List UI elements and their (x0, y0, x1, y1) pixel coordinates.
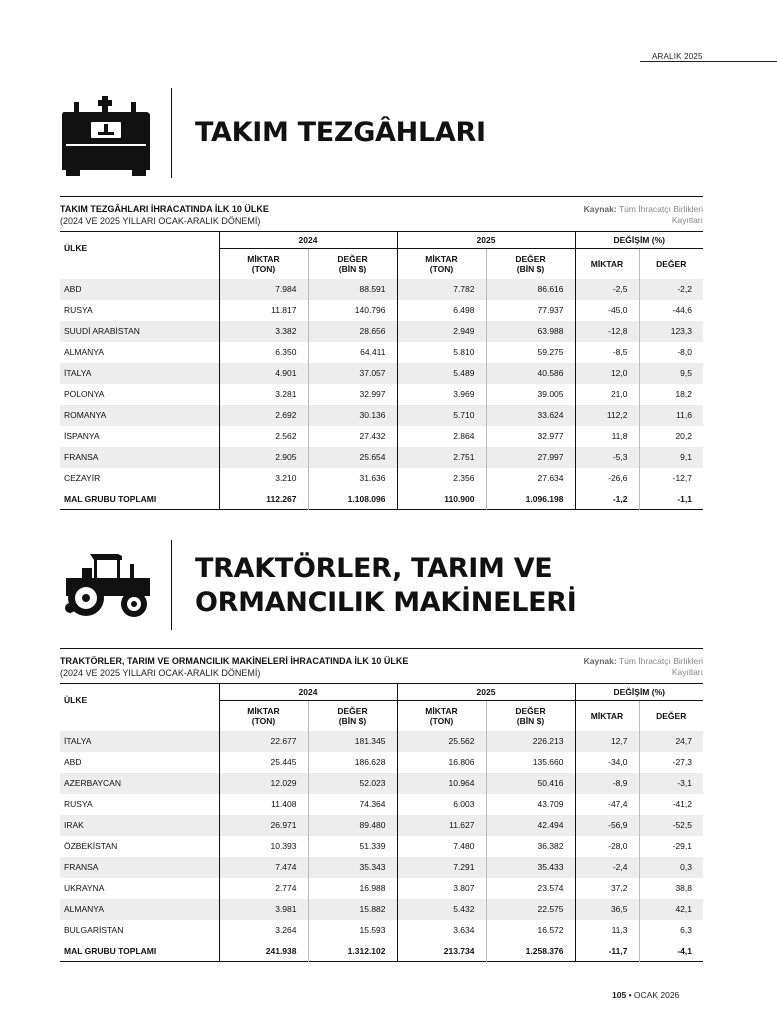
value-cell: 16.806 (397, 752, 486, 773)
country-cell: İSPANYA (64, 431, 100, 441)
value-cell: 64.411 (308, 342, 397, 363)
value-cell: -56,9 (575, 815, 639, 836)
country-cell: UKRAYNA (64, 883, 105, 893)
value-cell: 2.356 (397, 468, 486, 489)
country-cell: ALMANYA (60, 899, 219, 920)
col-year-2024: 2024 (219, 684, 397, 701)
table-source (583, 656, 703, 678)
value-cell: -12,7 (639, 468, 703, 489)
value-cell: 43.709 (486, 794, 575, 815)
country-cell: İTALYA (60, 363, 219, 384)
value-cell: -41,2 (639, 794, 703, 815)
country-cell: FRANSA (60, 857, 219, 878)
country-cell: CEZAYİR (64, 473, 101, 483)
value-cell: 51.339 (308, 836, 397, 857)
value-cell: 12,7 (575, 731, 639, 752)
table-row (60, 405, 703, 426)
table-row (60, 447, 703, 468)
value-cell: 23.574 (486, 878, 575, 899)
machine-tool-icon (60, 94, 152, 181)
value-cell: 3.281 (219, 384, 308, 405)
page-number: 105 (612, 990, 627, 1000)
value-cell: 52.023 (308, 773, 397, 794)
value-cell: 26.971 (219, 815, 308, 836)
value-cell: 3.382 (219, 321, 308, 342)
value-cell: -52,5 (639, 815, 703, 836)
value-cell: 50.416 (486, 773, 575, 794)
value-cell: 74.364 (308, 794, 397, 815)
country-cell: İTALYA (60, 731, 219, 752)
value-cell: 12,0 (575, 363, 639, 384)
value-cell: 110.900 (397, 489, 486, 510)
value-cell: 135.660 (486, 752, 575, 773)
value-cell: -11,7 (575, 941, 639, 962)
value-cell: 186.628 (308, 752, 397, 773)
country-cell: ABD (60, 279, 219, 300)
col-year-2025: 2025 (397, 232, 575, 249)
header-rule (640, 61, 777, 62)
section-title-line: TRAKTÖRLER, TARIM VE (195, 553, 553, 584)
col-country: ÜLKE (64, 695, 88, 705)
value-cell: 6.350 (219, 342, 308, 363)
value-cell: 2.949 (397, 321, 486, 342)
value-cell: 42.494 (486, 815, 575, 836)
table-row (60, 773, 703, 794)
section-title (195, 116, 486, 150)
value-cell: 32.977 (486, 426, 575, 447)
value-cell: 9,5 (639, 363, 703, 384)
value-cell: 11.817 (219, 300, 308, 321)
source-label: Kaynak: (583, 204, 617, 214)
value-cell: 213.734 (397, 941, 486, 962)
value-cell: 2.774 (219, 878, 308, 899)
value-cell: 123,3 (639, 321, 703, 342)
value-cell: 89.480 (308, 815, 397, 836)
col-val-2024: DEĞER (BİN $) (308, 701, 397, 731)
value-cell: 63.988 (486, 321, 575, 342)
value-cell: 42,1 (639, 899, 703, 920)
country-cell: ABD (64, 757, 82, 767)
value-cell: 25.445 (219, 752, 308, 773)
page-footer (612, 990, 679, 1000)
value-cell: 226.213 (486, 731, 575, 752)
table-row (60, 321, 703, 342)
table-row (60, 363, 703, 384)
value-cell: 37.057 (308, 363, 397, 384)
col-country: ÜLKE (64, 243, 88, 253)
footer-separator: • (628, 990, 632, 1000)
value-cell: 10.964 (397, 773, 486, 794)
col-chg-val: DEĞER (639, 701, 703, 731)
value-cell: -34,0 (575, 752, 639, 773)
value-cell: -12,8 (575, 321, 639, 342)
value-cell: -26,6 (575, 468, 639, 489)
value-cell: 39.005 (486, 384, 575, 405)
table-source (583, 204, 703, 226)
value-cell: 6,3 (639, 920, 703, 941)
value-cell: 140.796 (308, 300, 397, 321)
section-title-line: ORMANCILIK MAKİNELERİ (195, 587, 577, 618)
value-cell: 31.636 (308, 468, 397, 489)
value-cell: 11,8 (575, 426, 639, 447)
footer-issue: OCAK 2026 (633, 990, 680, 1000)
value-cell: 11,3 (575, 920, 639, 941)
tractor-icon (60, 552, 152, 623)
value-cell: 2.692 (219, 405, 308, 426)
col-chg-val: DEĞER (639, 249, 703, 279)
value-cell: -1,2 (575, 489, 639, 510)
value-cell: 11.408 (219, 794, 308, 815)
value-cell: 77.937 (486, 300, 575, 321)
value-cell: 32.997 (308, 384, 397, 405)
value-cell: 36,5 (575, 899, 639, 920)
value-cell: 88.591 (308, 279, 397, 300)
table-row (60, 426, 703, 447)
value-cell: 35.343 (308, 857, 397, 878)
value-cell: 5.810 (397, 342, 486, 363)
table-subtitle: (2024 VE 2025 YILLARI OCAK-ARALIK DÖNEMİ) (60, 216, 261, 226)
value-cell: 22.677 (219, 731, 308, 752)
table-row (60, 794, 703, 815)
value-cell: 2.864 (397, 426, 486, 447)
value-cell: 5.489 (397, 363, 486, 384)
value-cell: 3.981 (219, 899, 308, 920)
value-cell: -2,4 (575, 857, 639, 878)
col-year-2025: 2025 (397, 684, 575, 701)
value-cell: 2.751 (397, 447, 486, 468)
table-row (60, 342, 703, 363)
section-title (195, 552, 577, 620)
col-qty-2024: MİKTAR (TON) (219, 249, 308, 279)
source-text: Tüm İhracatçı Birlikleri Kayıtları (618, 656, 703, 677)
value-cell: 2.562 (219, 426, 308, 447)
value-cell: 30.136 (308, 405, 397, 426)
col-val-2025: DEĞER (BİN $) (486, 249, 575, 279)
value-cell: 5.710 (397, 405, 486, 426)
value-cell: 9,1 (639, 447, 703, 468)
value-cell: 7.480 (397, 836, 486, 857)
value-cell: 7.782 (397, 279, 486, 300)
value-cell: 3.264 (219, 920, 308, 941)
table-row (60, 815, 703, 836)
value-cell: -3,1 (639, 773, 703, 794)
col-qty-2025: MİKTAR (TON) (397, 701, 486, 731)
value-cell: 27.997 (486, 447, 575, 468)
machine-tools-table-block (60, 196, 703, 510)
value-cell: 28.656 (308, 321, 397, 342)
value-cell: 11,6 (639, 405, 703, 426)
value-cell: -44,6 (639, 300, 703, 321)
value-cell: 27.432 (308, 426, 397, 447)
value-cell: -8,0 (639, 342, 703, 363)
country-cell: RUSYA (64, 799, 93, 809)
value-cell: -47,4 (575, 794, 639, 815)
table-row (60, 899, 703, 920)
value-cell: 6.003 (397, 794, 486, 815)
value-cell: 25.562 (397, 731, 486, 752)
table-title: TAKIM TEZGÂHLARI İHRACATINDA İLK 10 ÜLKE (60, 204, 269, 214)
value-cell: 25.654 (308, 447, 397, 468)
table-row (60, 836, 703, 857)
machine-tools-table (60, 231, 703, 510)
col-val-2024: DEĞER (BİN $) (308, 249, 397, 279)
table-row (60, 920, 703, 941)
table-row (60, 384, 703, 405)
value-cell: -5,3 (575, 447, 639, 468)
value-cell: 7.474 (219, 857, 308, 878)
value-cell: 16.572 (486, 920, 575, 941)
country-cell: AZERBAYCAN (60, 773, 219, 794)
table-row (60, 878, 703, 899)
table-total-row (60, 941, 703, 962)
country-cell: MAL GRUBU TOPLAMI (64, 493, 157, 504)
value-cell: 112,2 (575, 405, 639, 426)
value-cell: 37,2 (575, 878, 639, 899)
value-cell: 59.275 (486, 342, 575, 363)
table-row (60, 468, 703, 489)
value-cell: 241.938 (219, 941, 308, 962)
value-cell: 1.108.096 (308, 489, 397, 510)
value-cell: 12.029 (219, 773, 308, 794)
value-cell: 1.312.102 (308, 941, 397, 962)
table-row (60, 752, 703, 773)
country-cell: ÖZBEKİSTAN (64, 841, 118, 851)
section-divider (171, 540, 172, 630)
value-cell: -4,1 (639, 941, 703, 962)
table-row (60, 731, 703, 752)
country-cell: SUUDİ ARABİSTAN (60, 321, 219, 342)
country-cell: IRAK (60, 815, 219, 836)
table-title: TRAKTÖRLER, TARIM VE ORMANCILIK MAKİNELERİ İHRACATINDA İLK 10 ÜLKE (60, 656, 409, 666)
value-cell: -8,5 (575, 342, 639, 363)
country-cell: MAL GRUBU TOPLAMI (64, 945, 157, 956)
value-cell: 7.984 (219, 279, 308, 300)
col-qty-2025: MİKTAR (TON) (397, 249, 486, 279)
value-cell: -27,3 (639, 752, 703, 773)
value-cell: 15.882 (308, 899, 397, 920)
col-change: DEĞİŞİM (%) (575, 684, 703, 701)
value-cell: -29,1 (639, 836, 703, 857)
value-cell: 10.393 (219, 836, 308, 857)
value-cell: -28,0 (575, 836, 639, 857)
value-cell: 36.382 (486, 836, 575, 857)
issue-date: ARALIK 2025 (652, 52, 703, 61)
value-cell: 3.634 (397, 920, 486, 941)
value-cell: 38,8 (639, 878, 703, 899)
col-qty-2024: MİKTAR (TON) (219, 701, 308, 731)
tractors-table-block (60, 648, 703, 962)
value-cell: 18,2 (639, 384, 703, 405)
table-row (60, 300, 703, 321)
value-cell: 27.634 (486, 468, 575, 489)
value-cell: 21,0 (575, 384, 639, 405)
value-cell: 3.210 (219, 468, 308, 489)
value-cell: 86.616 (486, 279, 575, 300)
value-cell: 33.624 (486, 405, 575, 426)
country-cell: ROMANYA (60, 405, 219, 426)
value-cell: 1.258.376 (486, 941, 575, 962)
value-cell: -2,5 (575, 279, 639, 300)
value-cell: 7.291 (397, 857, 486, 878)
col-year-2024: 2024 (219, 232, 397, 249)
country-cell: FRANSA (60, 447, 219, 468)
country-cell: RUSYA (64, 305, 93, 315)
value-cell: 181.345 (308, 731, 397, 752)
source-text: Tüm İhracatçı Birlikleri Kayıtları (618, 204, 703, 225)
value-cell: 40.586 (486, 363, 575, 384)
value-cell: 112.267 (219, 489, 308, 510)
value-cell: -8,9 (575, 773, 639, 794)
value-cell: 16.988 (308, 878, 397, 899)
source-label: Kaynak: (583, 656, 617, 666)
value-cell: 0,3 (639, 857, 703, 878)
value-cell: 1.096.198 (486, 489, 575, 510)
country-cell: POLONYA (64, 389, 105, 399)
col-chg-qty: MİKTAR (575, 249, 639, 279)
value-cell: -1,1 (639, 489, 703, 510)
value-cell: 5.432 (397, 899, 486, 920)
value-cell: 20,2 (639, 426, 703, 447)
value-cell: 35.433 (486, 857, 575, 878)
table-row (60, 279, 703, 300)
tractors-table (60, 683, 703, 962)
col-chg-qty: MİKTAR (575, 701, 639, 731)
table-subtitle: (2024 VE 2025 YILLARI OCAK-ARALIK DÖNEMİ) (60, 668, 261, 678)
value-cell: 15.593 (308, 920, 397, 941)
col-val-2025: DEĞER (BİN $) (486, 701, 575, 731)
value-cell: 22.575 (486, 899, 575, 920)
value-cell: 3.807 (397, 878, 486, 899)
value-cell: 6.498 (397, 300, 486, 321)
table-row (60, 857, 703, 878)
value-cell: 2.905 (219, 447, 308, 468)
section-title-line: TAKIM TEZGÂHLARI (195, 117, 486, 148)
value-cell: -2,2 (639, 279, 703, 300)
value-cell: 11.627 (397, 815, 486, 836)
section-divider (171, 88, 172, 178)
table-total-row (60, 489, 703, 510)
country-cell: ALMANYA (64, 347, 104, 357)
value-cell: 24,7 (639, 731, 703, 752)
col-change: DEĞİŞİM (%) (575, 232, 703, 249)
value-cell: 4.901 (219, 363, 308, 384)
value-cell: -45,0 (575, 300, 639, 321)
country-cell: BULGARİSTAN (64, 925, 124, 935)
value-cell: 3.969 (397, 384, 486, 405)
